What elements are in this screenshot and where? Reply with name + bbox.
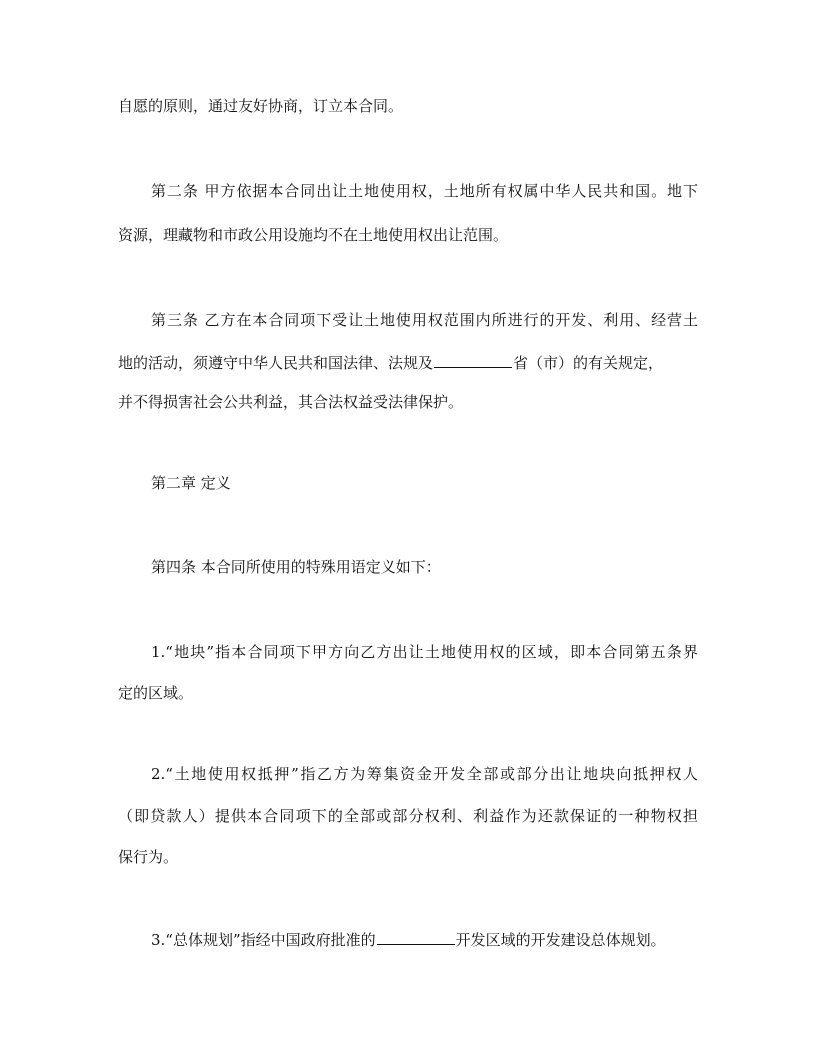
- definition-1-line-2: 定的区域。: [118, 684, 194, 702]
- development-zone-blank-field[interactable]: [377, 928, 455, 945]
- article-4-line: 第四条 本合同所使用的特殊用语定义如下：: [151, 558, 441, 576]
- definition-2-line-2: （即贷款人）提供本合同项下的全部或部分权利、利益作为还款保证的一种物权担: [118, 807, 698, 825]
- article-3-line-1: 第三条 乙方在本合同项下受让土地使用权范围内所进行的开发、利用、经营土: [151, 311, 698, 329]
- paragraph-line: 自愿的原则，通过友好协商，订立本合同。: [118, 97, 404, 115]
- province-blank-field[interactable]: [434, 351, 512, 368]
- definition-1-line-1: 1.“地块”指本合同项下甲方向乙方出让土地使用权的区域，即本合同第五条界: [151, 643, 698, 661]
- definition-2-line-1: 2.“土地使用权抵押”指乙方为筹集资金开发全部或部分出让地块向抵押权人: [151, 765, 698, 783]
- article-3-text-after-blank: 省（市）的有关规定，: [513, 354, 664, 372]
- article-3-line-3: 并不得损害社会公共利益，其合法权益受法律保护。: [118, 393, 464, 411]
- definition-3-line-1: [151, 928, 698, 950]
- chapter-heading: 第二章 定义: [151, 474, 231, 492]
- definition-3-text-before-blank: 3.“总体规划”指经中国政府批准的: [151, 931, 376, 949]
- definition-3-text-after-blank: 开发区域的开发建设总体规划。: [455, 931, 666, 949]
- article-2-line-2: 资源，理藏物和市政公用设施均不在土地使用权出让范围。: [118, 226, 509, 244]
- article-3-text-before-blank: 地的活动，须遵守中华人民共和国法律、法规及: [118, 354, 434, 372]
- definition-2-line-3: 保行为。: [118, 848, 179, 866]
- article-3-line-2: [118, 351, 698, 373]
- article-2-line-1: 第二条 甲方依据本合同出让土地使用权，土地所有权属中华人民共和国。地下: [151, 182, 698, 200]
